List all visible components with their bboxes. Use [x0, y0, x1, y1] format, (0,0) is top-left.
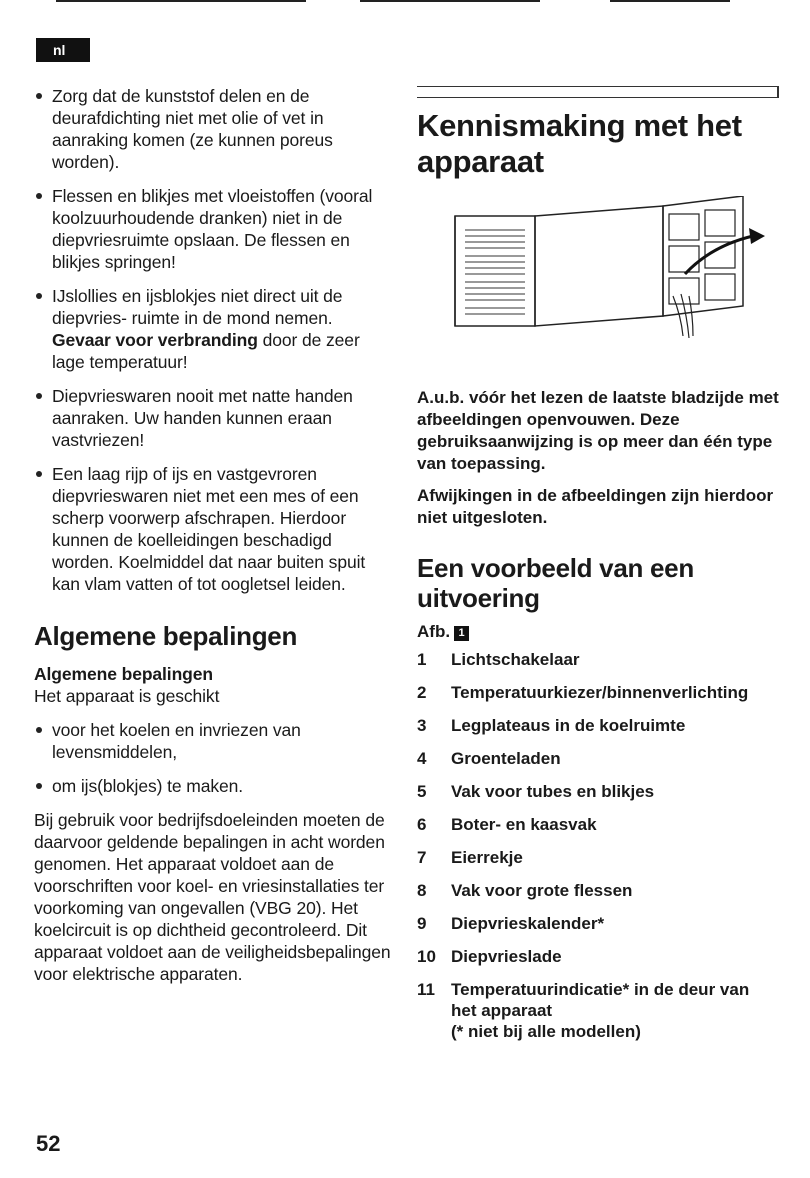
- item-label: Diepvrieslade: [451, 947, 562, 966]
- bullet-item: Zorg dat de kunststof delen en de deurafdichting niet met olie of vet in aanraking komen (ze kunnen poreus worden).: [34, 85, 394, 173]
- item-label: Vak voor grote flessen: [451, 881, 633, 900]
- section-heading: Algemene bepalingen: [34, 621, 298, 651]
- figure-number-badge: 1: [454, 626, 469, 641]
- item-number: 10: [417, 947, 436, 966]
- list-item: [417, 880, 779, 901]
- item-number: 11: [417, 980, 435, 999]
- item-label: Eierrekje: [451, 848, 523, 867]
- bullet-item: om ijs(blokjes) te maken.: [34, 775, 394, 797]
- item-number: 3: [417, 716, 427, 735]
- item-label: Boter- en kaasvak: [451, 815, 597, 834]
- top-rule: [360, 0, 540, 2]
- figure-label: Afb.: [417, 622, 451, 641]
- page-number: 52: [36, 1131, 61, 1156]
- list-item: [417, 748, 779, 769]
- right-column: [417, 86, 779, 1054]
- list-item: [417, 979, 779, 1042]
- section-heading: Een voorbeeld van een uitvoering: [417, 553, 694, 613]
- top-rule: [610, 0, 730, 2]
- figure-reference: [417, 621, 779, 643]
- body-paragraph: Bij gebruik voor bedrijfsdoeleinden moeten de daarvoor geldende bepalingen in acht worden genomen. Het apparaat voldoet aan de voorschriften voor koel- en vriesinstallaties ter voorkoming van ongevallen (VBG 20). Het koelcircuit is op dichtheid gecontroleerd. Dit apparaat voldoet aan de veiligheidsbepalingen voor elektrische apparaten.: [34, 810, 391, 984]
- item-number: 5: [417, 782, 427, 801]
- item-label: Temperatuurkiezer/binnenverlichting: [451, 683, 749, 702]
- bullet-item: [34, 285, 394, 373]
- item-label: Vak voor tubes en blikjes: [451, 782, 655, 801]
- warning-text: Gevaar voor verbranding: [52, 330, 258, 350]
- disclaimer-paragraph: Afwijkingen in de afbeeldingen zijn hierdoor niet uitgesloten.: [417, 486, 774, 527]
- foldout-page-illustration: [453, 196, 783, 366]
- bullet-text: IJslollies en ijsblokjes niet direct uit de diepvries- ruimte in de mond nemen.: [52, 286, 343, 328]
- list-item: [417, 649, 779, 670]
- item-number: 2: [417, 683, 427, 702]
- item-number: 7: [417, 848, 427, 867]
- bullet-text: door de zeer lage temperatuur!: [52, 330, 360, 372]
- bullet-item: Een laag rijp of ijs en vastgevroren diepvrieswaren niet met een mes of een scherp voorwerp afschrapen. Hierdoor kunnen de koelleidingen beschadigd worden. Koelmiddel dat naar buiten spuit kan vlam vatten of tot oogletsel leiden.: [34, 463, 394, 595]
- left-column: [34, 85, 394, 985]
- item-label: Lichtschakelaar: [451, 650, 580, 669]
- item-label: Groenteladen: [451, 749, 561, 768]
- instruction-paragraph: A.u.b. vóór het lezen de laatste bladzijde met afbeeldingen openvouwen. Deze gebruiksaanwijzing is op meer dan één type van toepassing.: [417, 388, 779, 473]
- list-item: [417, 847, 779, 868]
- footnote: (* niet bij alle modellen): [451, 1022, 641, 1041]
- bullet-item: Flessen en blikjes met vloeistoffen (vooral koolzuurhoudende dranken) niet in de diepvriesruimte opslaan. De flessen en blikjes springen!: [34, 185, 394, 273]
- list-item: [417, 814, 779, 835]
- item-number: 1: [417, 650, 427, 669]
- page-title: Kennismaking met het apparaat: [417, 108, 742, 179]
- parts-list: [417, 649, 779, 1042]
- list-item: [417, 946, 779, 967]
- intro-text: Het apparaat is geschikt: [34, 686, 220, 706]
- item-label: Diepvrieskalender*: [451, 914, 605, 933]
- section-rule: [417, 86, 779, 98]
- item-number: 9: [417, 914, 427, 933]
- subheading: Algemene bepalingen: [34, 664, 213, 684]
- item-number: 8: [417, 881, 427, 900]
- item-number: 4: [417, 749, 427, 768]
- item-label: Temperatuurindicatie* in de deur van het apparaat: [451, 980, 750, 1020]
- bullet-item: Diepvrieswaren nooit met natte handen aanraken. Uw handen kunnen eraan vastvriezen!: [34, 385, 394, 451]
- bullet-item: voor het koelen en invriezen van levensmiddelen,: [34, 719, 394, 763]
- language-badge: nl: [36, 38, 90, 62]
- list-item: [417, 715, 779, 736]
- list-item: [417, 913, 779, 934]
- list-item: [417, 781, 779, 802]
- item-label: Legplateaus in de koelruimte: [451, 716, 686, 735]
- item-number: 6: [417, 815, 427, 834]
- list-item: [417, 682, 779, 703]
- top-rule: [56, 0, 306, 2]
- safety-bullets: [34, 85, 394, 595]
- suitability-bullets: [34, 719, 394, 797]
